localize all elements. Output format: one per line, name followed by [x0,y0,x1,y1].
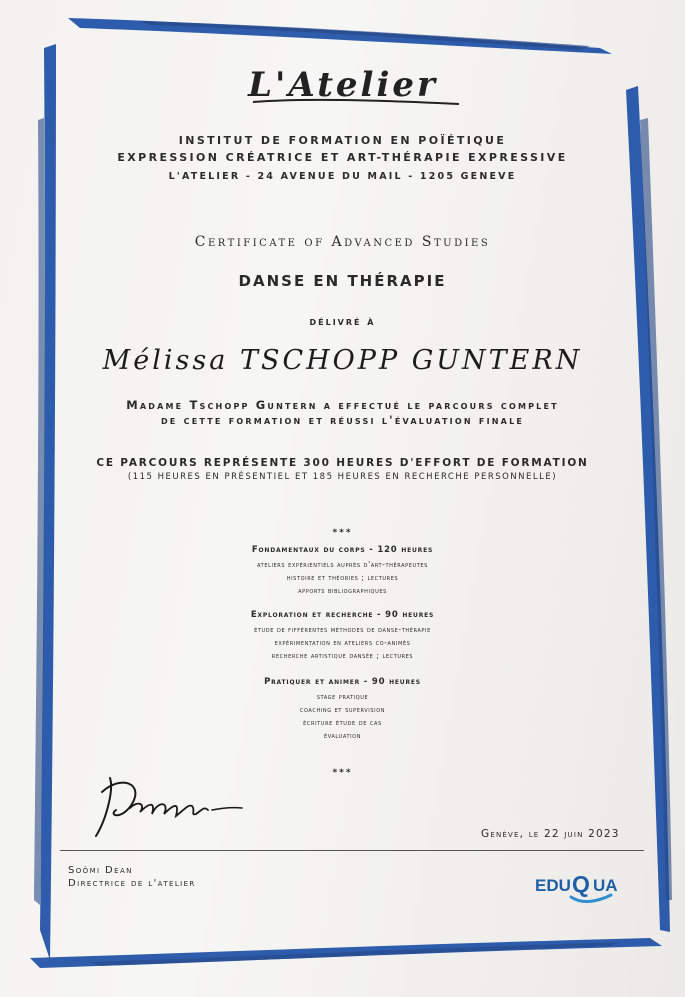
module-item: écriture étude de cas [303,718,382,727]
module-title: Exploration et recherche - 90 heures [250,610,435,620]
module-title: Pratiquer et animer - 90 heures [264,677,421,687]
module-item: stage pratique [316,692,369,701]
institution-line-2: EXPRESSION CRÉATRICE ET ART-THÉRAPIE EXPRESSIVE [117,151,568,164]
signer-role: Directrice de l'atelier [68,878,196,889]
hours-detail: (115 HEURES EN PRÉSENTIEL ET 185 HEURES EN RECHERCHE PERSONNELLE) [127,472,558,482]
statement-line-2: de cette formation et réussi l'évaluation finale [160,413,525,427]
svg-text:UA: UA [593,876,618,895]
certificate-title: DANSE EN THÉRAPIE [238,272,447,290]
module-item: ateliers expérientiels auprès d'art-thérapeutes [257,560,428,569]
module-item: histoire et théories ; lectures [286,573,399,582]
separator-bottom: *** [332,768,353,778]
institution-line-1: INSTITUT DE FORMATION EN POÏÉTIQUE [178,134,507,147]
statement-line-1: Madame Tschopp Guntern a effectué le parcours complet [126,398,559,412]
module-item: coaching et supervision [299,705,386,714]
separator-top: *** [332,528,353,538]
signer-block [68,864,196,890]
hours-total: CE PARCOURS REPRÉSENTE 300 HEURES D'EFFORT DE FORMATION [96,457,589,469]
delivered-to: délivré à [309,315,376,328]
module-item: recherche artistique dansée ; lectures [271,651,414,660]
issue-date: Genève, le 22 juin 2023 [481,828,620,840]
module-item: étude de fifférentes méthodes de danse-thérapie [254,625,431,634]
module-item: expérimentation en ateliers co-animés [274,638,411,647]
atelier-logo [0,64,685,118]
module-item: apports bibliographiques [298,586,387,595]
certificate-type: Certificate of Advanced Studies [194,234,491,250]
signer-name: Soômi Dean [68,865,133,876]
module-title: Fondamentaux du corps - 120 heures [251,545,434,555]
eduqua-logo [535,871,631,907]
institution-address: L'ATELIER - 24 AVENUE DU MAIL - 1205 GENEVE [168,171,517,182]
svg-text:L'Atelier: L'Atelier [247,65,438,105]
atelier-logo-art [223,64,463,114]
module-item: évaluation [323,731,362,740]
handwritten-signature [92,770,252,840]
svg-text:Q: Q [572,871,590,897]
signature-rule [60,850,644,851]
svg-text:EDU: EDU [535,876,571,895]
recipient-name: Mélissa TSCHOPP GUNTERN [102,345,583,376]
